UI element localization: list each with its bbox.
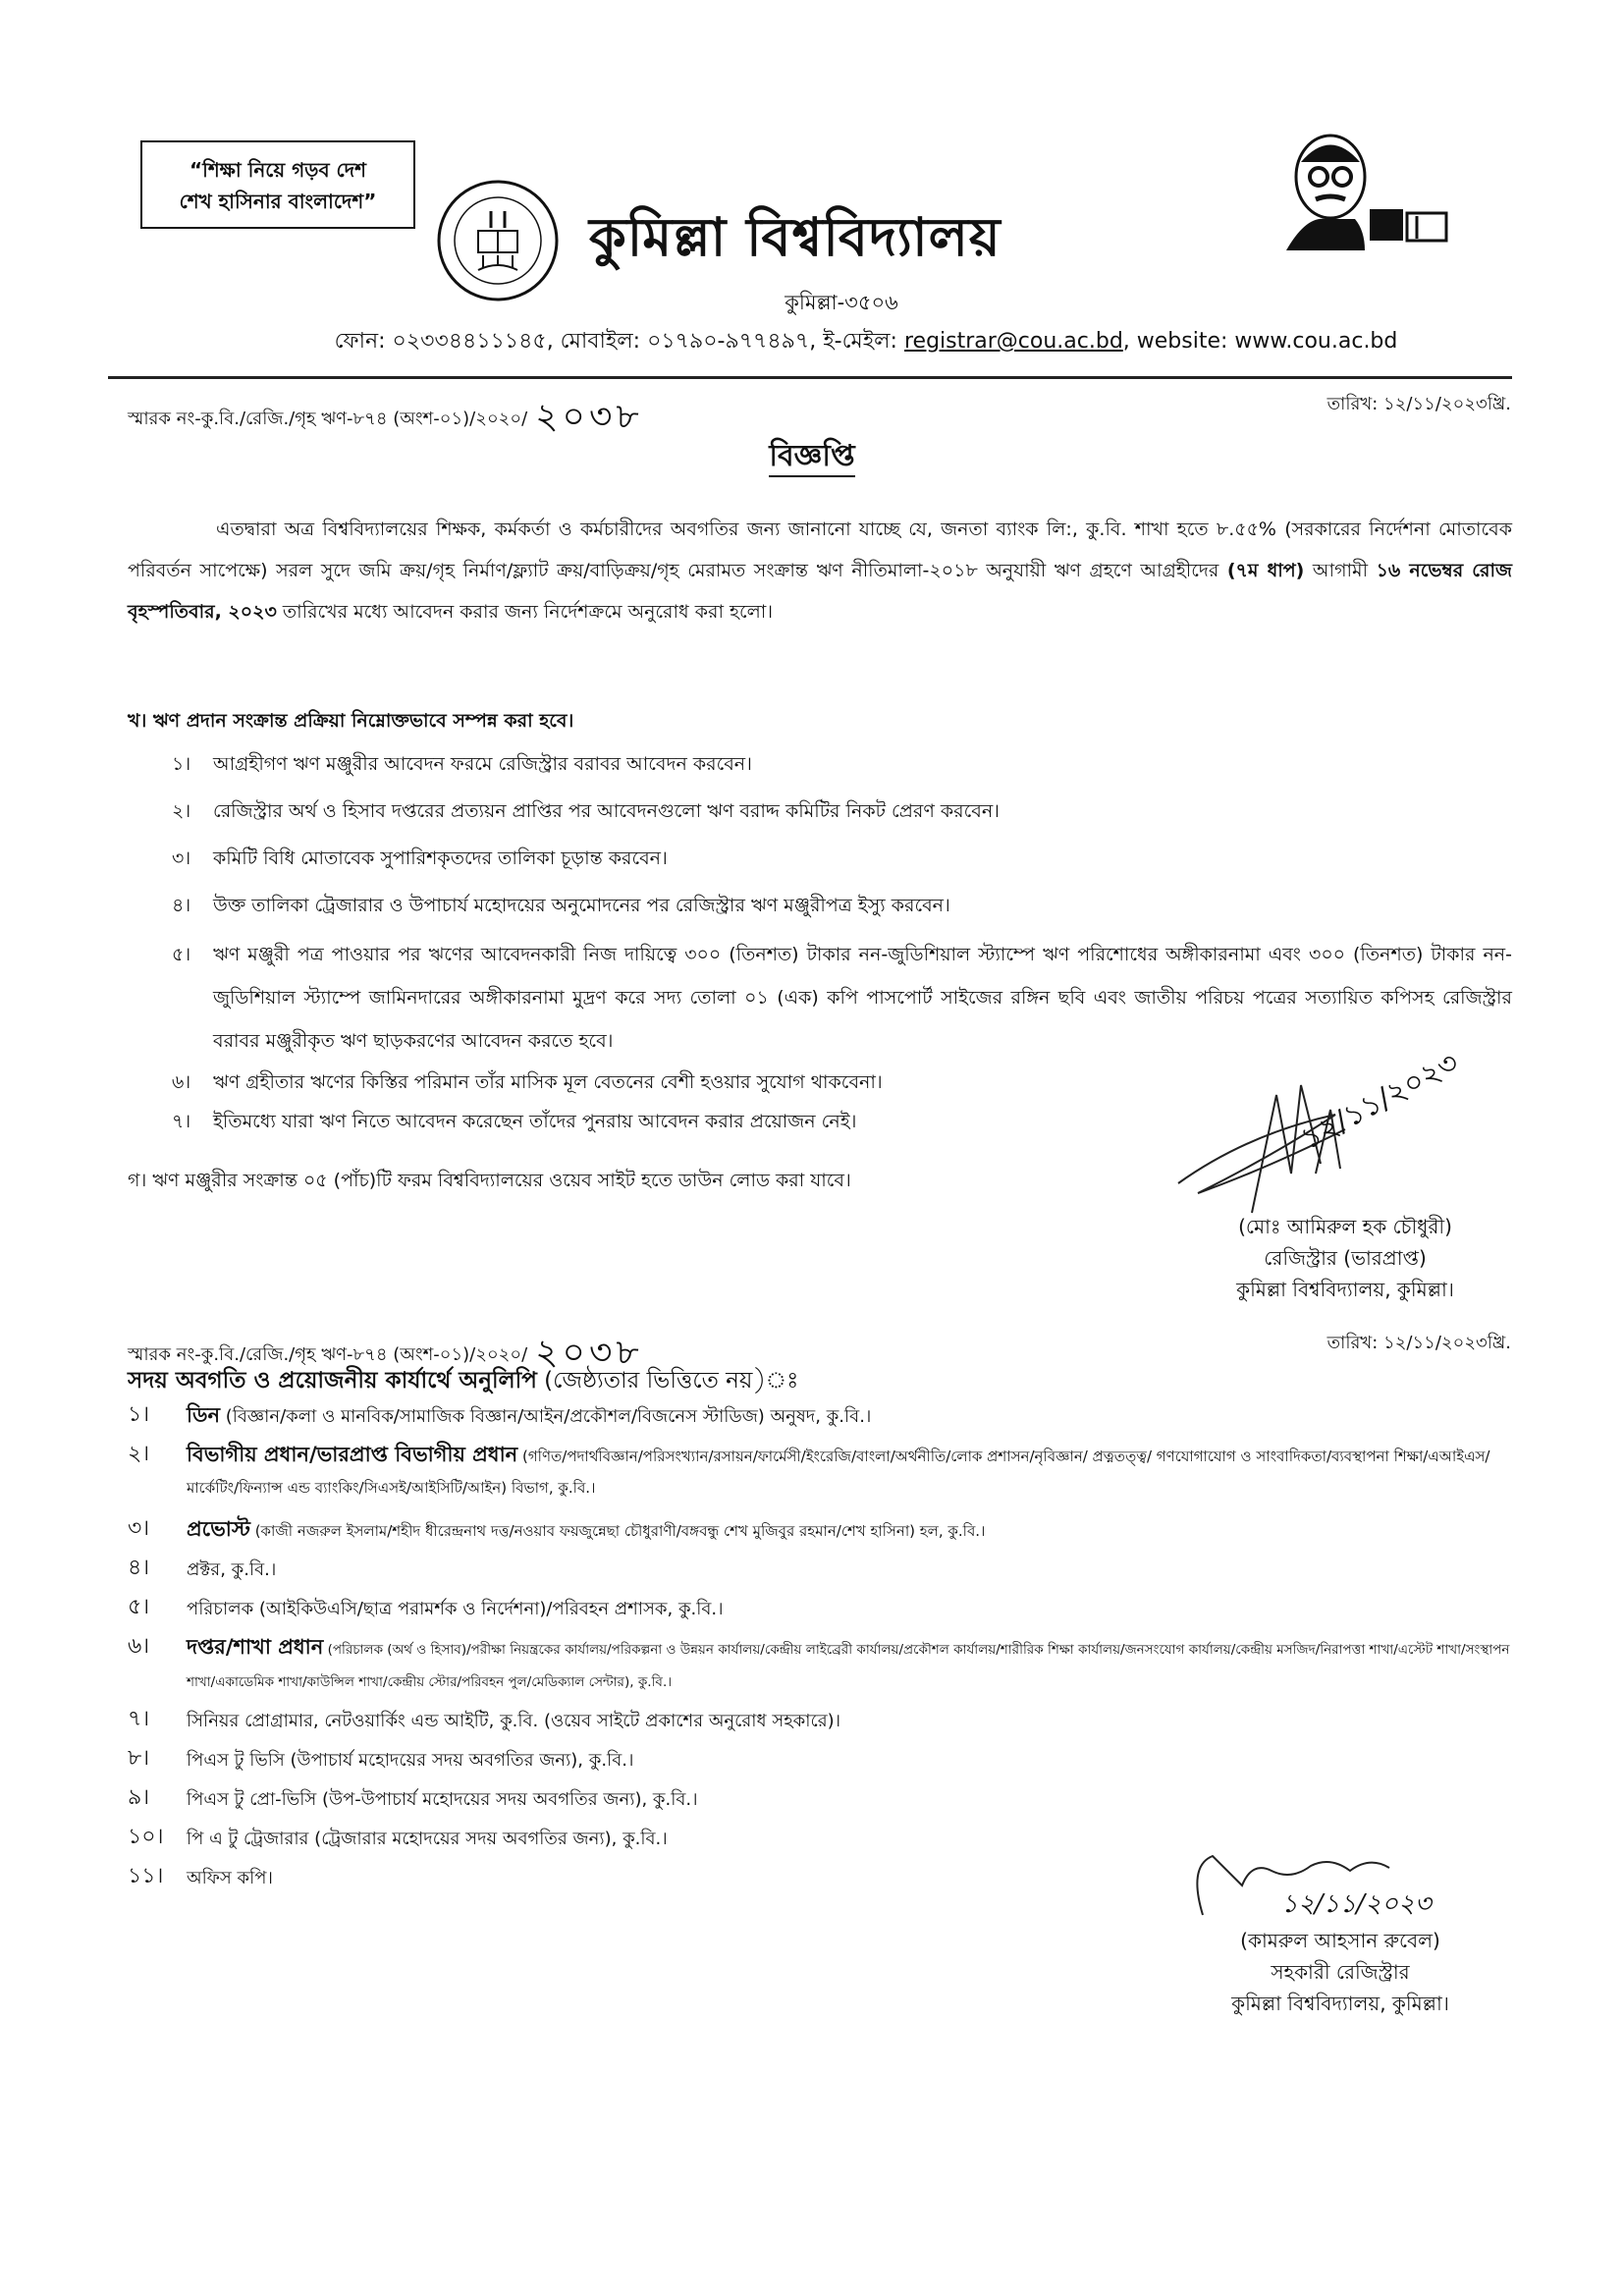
body-text-1: এতদ্বারা অত্র বিশ্ববিদ্যালয়ের শিক্ষক, কর্মকর্তা ও কর্মচারীদের অবগতির জন্য জানানো যাচ্ছে যে, জনতা ব্যাংক লি:, কু.বি. শাখা হতে ৮.৫৫% (সরকারের নির্দেশনা মোতাবেক পরিবর্তন সাপেক্ষে) সরল সুদে জমি ক্রয়/গৃহ নির্মাণ/ফ্ল্যাট ক্রয়/বাড়িক্রয়/গৃহ মেরামত সংক্রান্ত ঋণ নীতিমালা-২০১৮ অনুযায়ী ঋণ গ্রহণে আগ্রহীদের: [128, 519, 1512, 581]
university-city: কুমিল্লা-৩৫০৬: [785, 291, 898, 314]
copy-recipient: [128, 1399, 1522, 1433]
recipient-text: পিএস টু প্রো-ভিসি (উপ-উপাচার্য মহোদয়ের সদয় অবগতির জন্য), কু.বি.।: [187, 1789, 698, 1810]
university-name: কুমিল্লা বিশ্ববিদ্যালয়: [589, 206, 1001, 268]
step-number: ৭।: [172, 1111, 191, 1132]
procedure-step: [172, 839, 1512, 878]
mujib-100-logo: [1262, 123, 1458, 255]
registrar-name: (মোঃ আমিরুল হক চৌধুরী): [1238, 1215, 1452, 1238]
copy-recipient: [128, 1513, 1522, 1547]
procedure-step: [172, 744, 1512, 784]
assistant-registrar-signature: [1173, 1846, 1527, 1925]
copy-date: তারিখ: ১২/১১/২০২৩খ্রি.: [1326, 1333, 1511, 1353]
notice-date: তারিখ: ১২/১১/২০২৩খ্রি.: [1326, 394, 1511, 414]
recipient-text: অফিস কপি।: [187, 1868, 273, 1888]
procedure-step: [172, 1063, 1114, 1102]
step-text: উক্ত তালিকা ট্রেজারার ও উপাচার্য মহোদয়ের অনুমোদনের পর রেজিস্ট্রার ঋণ মঞ্জুরীপত্র ইস্যু করবেন।: [213, 895, 950, 916]
step-number: ৪।: [172, 895, 191, 916]
step-text: ঋণ মঞ্জুরী পত্র পাওয়ার পর ঋণের আবেদনকারী নিজ দায়িত্বে ৩০০ (তিনশত) টাকার নন-জুডিশিয়াল স্ট্যাম্পে ঋণ পরিশোধের অঙ্গীকারনামা এবং ৩০০ (তিনশত) টাকার নন-জুডিশিয়াল স্ট্যাম্পে জামিনদারের অঙ্গীকারনামা মুদ্রণ করে সদ্য তোলা ০১ (এক) কপি পাসপোর্ট সাইজের রঙ্গিন ছবি এবং জাতীয় পরিচয় পত্রের সত্যায়িত কপিসহ রেজিস্ট্রার বরাবর মঞ্জুরীকৃত ঋণ ছাড়করণের আবেদন করতে হবে।: [213, 944, 1512, 1052]
recipient-number: ৬।: [128, 1634, 150, 1659]
recipient-lead: দপ্তর/শাখা প্রধান: [187, 1635, 324, 1659]
recipient-number: ১।: [128, 1402, 150, 1427]
procedure-step: [172, 792, 1512, 831]
recipient-number: ৫।: [128, 1595, 150, 1619]
recipient-text: পি এ টু ট্রেজারার (ট্রেজারার মহোদয়ের সদয় অবগতির জন্য), কু.বি.।: [187, 1829, 668, 1849]
step-text: ঋণ গ্রহীতার ঋণের কিস্তির পরিমান তাঁর মাসিক মূল বেতনের বেশী হওয়ার সুযোগ থাকবেনা।: [213, 1071, 883, 1093]
recipient-text: পিএস টু ভিসি (উপাচার্য মহোদয়ের সদয় অবগতির জন্য), কু.বি.।: [187, 1750, 634, 1771]
assistant-registrar-name: (কামরুল আহসান রুবেল): [1240, 1929, 1440, 1952]
contact-phone-mobile: ফোন: ০২৩৩৪৪১১১৪৫, মোবাইল: ০১৭৯০-৯৭৭৪৯৭, ই-মেইল:: [334, 329, 904, 354]
step-text: আগ্রহীগণ ঋণ মঞ্জুরীর আবেদন ফরমে রেজিস্ট্রার বরাবর আবেদন করবেন।: [213, 753, 752, 775]
recipient-number: ১১।: [128, 1864, 164, 1888]
procedure-step: [172, 1102, 1114, 1141]
step-number: ৫।: [172, 944, 191, 965]
copy-recipient: [128, 1592, 1522, 1625]
copy-recipient: [128, 1743, 1522, 1777]
memo-number-text: স্মারক নং-কু.বি./রেজি./গৃহ ঋণ-৮৭৪ (অংশ-০১)/২০২০/: [128, 409, 528, 429]
motto-line-2: শেখ হাসিনার বাংলাদেশ”: [179, 190, 377, 213]
recipient-text: প্রক্টর, কু.বি.।: [187, 1559, 277, 1580]
procedure-step: [172, 933, 1512, 1063]
recipient-number: ৩।: [128, 1516, 150, 1541]
header-divider: [108, 376, 1512, 379]
step-number: ১।: [172, 753, 191, 775]
assistant-registrar-office: কুমিল্লা বিশ্ববিদ্যালয়, কুমিল্লা।: [1231, 1992, 1449, 2015]
recipient-lead: ডিন: [187, 1403, 220, 1427]
step-text: ইতিমধ্যে যারা ঋণ নিতে আবেদন করেছেন তাঁদের পুনরায় আবেদন করার প্রয়োজন নেই।: [213, 1111, 857, 1132]
body-text-3: তারিখের মধ্যে আবেদন করার জন্য নির্দেশক্রমে অনুরোধ করা হলো।: [276, 601, 774, 623]
recipient-text: সিনিয়র প্রোগ্রামার, নেটওয়ার্কিং এন্ড আইটি, কু.বি. (ওয়েব সাইটে প্রকাশের অনুরোধ সহকারে)।: [187, 1711, 841, 1731]
university-seal-logo: [434, 177, 562, 304]
registrar-handwritten-date: ১২/১১/২০২৩: [1295, 1045, 1465, 1158]
copy-recipient: [128, 1439, 1522, 1503]
recipient-number: ৪।: [128, 1556, 150, 1580]
copy-recipient-list: [128, 1399, 1522, 1900]
notice-heading-text: বিজ্ঞপ্তি: [769, 439, 854, 477]
contact-line: [0, 324, 1624, 360]
section-c-note: গ। ঋণ মঞ্জুরীর সংক্রান্ত ০৫ (পাঁচ)টি ফরম বিশ্ববিদ্যালয়ের ওয়েব সাইট হতে ডাউন লোড করা যাবে।: [128, 1170, 851, 1191]
assistant-registrar-designation: সহকারী রেজিস্ট্রার: [1271, 1960, 1410, 1984]
registrar-signature-block: [1149, 1211, 1542, 1305]
body-phase: (৭ম ধাপ): [1226, 560, 1305, 581]
recipient-text: (বিজ্ঞান/কলা ও মানবিক/সামাজিক বিজ্ঞান/আইন/প্রকৌশল/বিজনেস স্টাডিজ) অনুষদ, কু.বি.।: [220, 1406, 872, 1427]
notice-heading: [0, 432, 1624, 482]
recipient-number: ১০।: [128, 1825, 164, 1849]
notice-body: [128, 509, 1512, 632]
memo-handwritten-number: ২০৩৮: [535, 397, 643, 437]
step-number: ৩।: [172, 847, 191, 869]
copy-recipient: [128, 1631, 1522, 1698]
assistant-registrar-handwritten-date: ১২/১১/২০২৩: [1281, 1889, 1432, 1919]
copy-recipient: [128, 1782, 1522, 1816]
step-number: ৬।: [172, 1071, 191, 1093]
step-number: ২।: [172, 800, 191, 822]
copy-memo-handwritten-number: ২০৩৮: [535, 1333, 643, 1373]
step-text: রেজিস্ট্রার অর্থ ও হিসাব দপ্তরের প্রত্যয়ন প্রাপ্তির পর আবেদনগুলো ঋণ বরাদ্দ কমিটির নিকট প্রেরণ করবেন।: [213, 800, 1000, 822]
copy-memo-number-text: স্মারক নং-কু.বি./রেজি./গৃহ ঋণ-৮৭৪ (অংশ-০১)/২০২০/: [128, 1344, 528, 1365]
recipient-number: ৭।: [128, 1707, 150, 1731]
registrar-designation: রেজিস্ট্রার (ভারপ্রাপ্ত): [1264, 1246, 1427, 1270]
recipient-text: (কাজী নজরুল ইসলাম/শহীদ ধীরেন্দ্রনাথ দত্ত/নওয়াব ফয়জুন্নেছা চৌধুরাণী/বঙ্গবন্ধু শেখ মুজিবুর রহমান/শেখ হাসিনা) হল, কু.বি.।: [249, 1522, 986, 1540]
section-b-heading: খ। ঋণ প্রদান সংক্রান্ত প্রক্রিয়া নিম্নোক্তভাবে সম্পন্ন করা হবে।: [128, 710, 574, 732]
copy-title-note: (জেষ্ঠ্যতার ভিত্তিতে নয়)ঃ: [536, 1368, 799, 1394]
body-deadline: ১৬ নভেম্বর রোজ বৃহস্পতিবার, ২০২৩: [128, 560, 1512, 623]
recipient-number: ২।: [128, 1442, 150, 1466]
email-link[interactable]: registrar@cou.ac.bd: [903, 329, 1123, 354]
copy-section-title: [128, 1362, 798, 1400]
step-text: কমিটি বিধি মোতাবেক সুপারিশকৃতদের তালিকা চূড়ান্ত করবেন।: [213, 847, 668, 869]
motto-box: [140, 140, 415, 229]
website-text: , website: www.cou.ac.bd: [1122, 329, 1398, 354]
body-text-2: আগামী: [1304, 560, 1377, 581]
recipient-number: ৮।: [128, 1746, 150, 1771]
motto-line-1: “শিক্ষা নিয়ে গড়ব দেশ: [189, 158, 367, 182]
recipient-lead: বিভাগীয় প্রধান/ভারপ্রাপ্ত বিভাগীয় প্রধান: [187, 1443, 518, 1466]
recipient-number: ৯।: [128, 1785, 150, 1810]
recipient-lead: প্রভোস্ট: [187, 1517, 250, 1541]
recipient-text: (পরিচালক (অর্থ ও হিসাব)/পরীক্ষা নিয়ন্ত্রকের কার্যালয়/পরিকল্পনা ও উন্নয়ন কার্যালয়/কেন্দ্রীয় লাইব্রেরী কার্যালয়/প্রকৌশল কার্যালয়/শারীরিক শিক্ষা কার্যালয়/জনসংযোগ কার্যালয়/কেন্দ্রীয় মসজিদ/নিরাপত্তা শাখা/এস্টেট শাখা/সংস্থাপন শাখা/একাডেমিক শাখা/কাউন্সিল শাখা/কেন্দ্রীয় স্টোর/পরিবহন পুল/মেডিক্যাল সেন্টার), কু.বি.।: [187, 1642, 1510, 1690]
assistant-registrar-signature-block: [1144, 1925, 1537, 2019]
copy-recipient: [128, 1553, 1522, 1586]
copy-recipient: [128, 1704, 1522, 1737]
registrar-office: কুমিল্লা বিশ্ববিদ্যালয়, কুমিল্লা।: [1236, 1278, 1454, 1301]
recipient-text: (গণিত/পদার্থবিজ্ঞান/পরিসংখ্যান/রসায়ন/ফার্মেসী/ইংরেজি/বাংলা/অর্থনীতি/লোক প্রশাসন/নৃবিজ্ঞান/ প্রত্নতত্ত্ব/ গণযোগাযোগ ও সাংবাদিকতা/ব্যবস্থাপনা শিক্ষা/এআইএস/মার্কেটিং/ফিন্যান্স এন্ড ব্যাংকিং/সিএসই/আইসিটি/আইন) বিভাগ, কু.বি.।: [187, 1448, 1490, 1497]
copy-title-text: সদয় অবগতি ও প্রয়োজনীয় কার্যার্থে অনুলিপি: [128, 1368, 537, 1394]
recipient-text: পরিচালক (আইকিউএসি/ছাত্র পরামর্শক ও নির্দেশনা)/পরিবহন প্রশাসক, কু.বি.।: [187, 1599, 724, 1619]
procedure-step: [172, 886, 1512, 925]
